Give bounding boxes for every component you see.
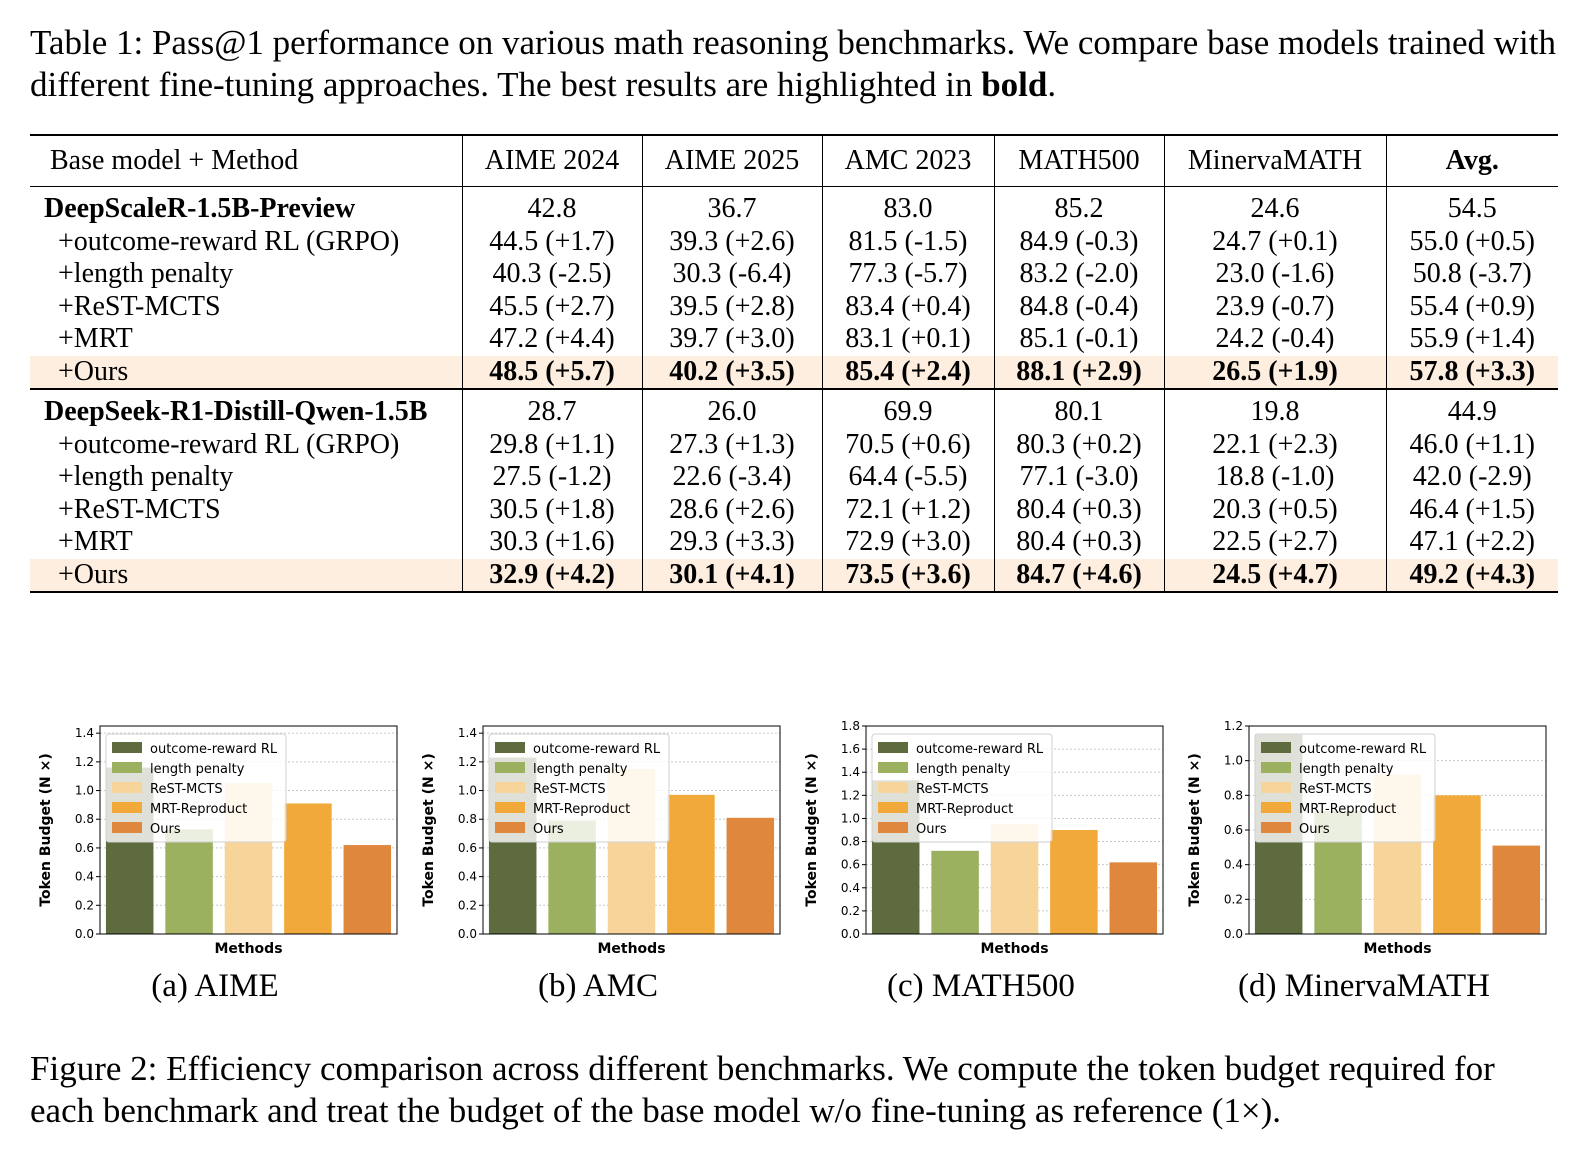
table-cell: 77.3 (-5.7) bbox=[822, 258, 994, 291]
legend-swatch bbox=[112, 742, 142, 753]
chart-svg bbox=[1179, 718, 1549, 963]
table-cell: 22.6 (-3.4) bbox=[642, 461, 822, 494]
table-cell: 24.7 (+0.1) bbox=[1164, 226, 1386, 259]
bar bbox=[931, 851, 979, 934]
y-tick-label: 1.2 bbox=[840, 788, 860, 803]
results-table bbox=[30, 134, 1558, 593]
y-tick-label: 1.8 bbox=[840, 719, 860, 733]
y-axis-label: Token Budget (N ×) bbox=[1187, 753, 1203, 907]
table-cell: 45.5 (+2.7) bbox=[462, 291, 642, 324]
table-cell: 26.0 bbox=[642, 389, 822, 429]
table-row bbox=[30, 323, 1558, 356]
table-header-row bbox=[30, 135, 1558, 187]
y-tick-label: 1.2 bbox=[457, 754, 477, 769]
y-tick-label: 0.0 bbox=[74, 927, 94, 941]
table-cell: 84.9 (-0.3) bbox=[994, 226, 1164, 259]
table-cell: 84.8 (-0.4) bbox=[994, 291, 1164, 324]
legend bbox=[489, 734, 669, 842]
x-axis-label: Methods bbox=[597, 941, 666, 957]
table-row bbox=[30, 526, 1558, 559]
legend-label: ReST-MCTS bbox=[1299, 782, 1372, 797]
legend-swatch bbox=[1261, 742, 1291, 753]
table-cell: 55.9 (+1.4) bbox=[1386, 323, 1558, 356]
table-cell: 49.2 (+4.3) bbox=[1386, 559, 1558, 593]
table-cell: 72.1 (+1.2) bbox=[822, 494, 994, 527]
y-tick-label: 1.4 bbox=[840, 765, 860, 780]
legend-swatch bbox=[878, 822, 908, 833]
legend-swatch bbox=[495, 782, 525, 793]
table-cell: 57.8 (+3.3) bbox=[1386, 356, 1558, 390]
method-name: +MRT bbox=[58, 526, 133, 558]
method-name: +ReST-MCTS bbox=[58, 290, 221, 322]
table-cell: 40.3 (-2.5) bbox=[462, 258, 642, 291]
bar bbox=[165, 829, 213, 934]
legend-label: outcome-reward RL bbox=[1299, 742, 1427, 757]
y-tick-label: 0.2 bbox=[840, 903, 860, 918]
legend-swatch bbox=[878, 762, 908, 773]
table-cell: 55.0 (+0.5) bbox=[1386, 226, 1558, 259]
y-tick-label: 0.4 bbox=[74, 869, 94, 884]
method-name: +outcome-reward RL (GRPO) bbox=[58, 225, 400, 257]
chart-subcaption: (c) MATH500 bbox=[887, 968, 1075, 1004]
table-cell: 47.1 (+2.2) bbox=[1386, 526, 1558, 559]
table-cell: 85.2 bbox=[994, 187, 1164, 226]
bar bbox=[344, 845, 392, 934]
y-tick-label: 1.0 bbox=[840, 811, 860, 826]
legend-swatch bbox=[878, 782, 908, 793]
legend-swatch bbox=[1261, 802, 1291, 813]
y-tick-label: 0.0 bbox=[457, 927, 477, 941]
table-cell: 54.5 bbox=[1386, 187, 1558, 226]
legend-label: length penalty bbox=[1299, 762, 1394, 777]
table-cell: 26.5 (+1.9) bbox=[1164, 356, 1386, 390]
table-cell: 83.1 (+0.1) bbox=[822, 323, 994, 356]
table-cell: 27.5 (-1.2) bbox=[462, 461, 642, 494]
y-tick-label: 0.2 bbox=[457, 898, 477, 913]
y-tick-label: 0.4 bbox=[457, 869, 477, 884]
method-name: +Ours bbox=[30, 559, 462, 593]
table-caption bbox=[30, 22, 1560, 106]
legend-label: outcome-reward RL bbox=[916, 742, 1044, 757]
legend-swatch bbox=[1261, 762, 1291, 773]
y-tick-label: 1.2 bbox=[74, 754, 94, 769]
table-cell: 39.3 (+2.6) bbox=[642, 226, 822, 259]
y-tick-label: 1.4 bbox=[457, 726, 477, 741]
table-cell: 18.8 (-1.0) bbox=[1164, 461, 1386, 494]
table-cell: 64.4 (-5.5) bbox=[822, 461, 994, 494]
table-cell: 22.5 (+2.7) bbox=[1164, 526, 1386, 559]
table-cell: 39.7 (+3.0) bbox=[642, 323, 822, 356]
legend-swatch bbox=[1261, 782, 1291, 793]
bar-chart bbox=[413, 718, 783, 963]
figure-caption: Figure 2: Efficiency comparison across different benchmarks. We compute the token budget required for each benchmark and treat the budget of the base model w/o fine-tuning as reference (1×). bbox=[30, 1049, 1495, 1130]
legend-swatch bbox=[495, 822, 525, 833]
table-cell: 23.0 (-1.6) bbox=[1164, 258, 1386, 291]
y-tick-label: 0.8 bbox=[1223, 788, 1243, 803]
table-row bbox=[30, 291, 1558, 324]
y-tick-label: 0.4 bbox=[1223, 857, 1243, 872]
table-cell: 42.8 bbox=[462, 187, 642, 226]
legend-label: MRT-Reproduct bbox=[916, 802, 1014, 817]
y-tick-label: 1.0 bbox=[74, 783, 94, 798]
legend-label: MRT-Reproduct bbox=[1299, 802, 1397, 817]
table-row bbox=[30, 258, 1558, 291]
table-caption-bold: bold bbox=[981, 65, 1048, 104]
chart-subcaption: (a) AIME bbox=[151, 968, 279, 1004]
y-axis-label: Token Budget (N ×) bbox=[421, 753, 437, 907]
table-cell: 46.4 (+1.5) bbox=[1386, 494, 1558, 527]
bar bbox=[1493, 846, 1541, 934]
y-tick-label: 0.0 bbox=[840, 927, 860, 941]
table-cell: 36.7 bbox=[642, 187, 822, 226]
legend-swatch bbox=[1261, 822, 1291, 833]
legend-label: length penalty bbox=[533, 762, 628, 777]
table-cell: 20.3 (+0.5) bbox=[1164, 494, 1386, 527]
y-tick-label: 0.8 bbox=[457, 812, 477, 827]
table-cell: 85.1 (-0.1) bbox=[994, 323, 1164, 356]
chart-subcaption: (b) AMC bbox=[537, 968, 659, 1004]
table-cell: 23.9 (-0.7) bbox=[1164, 291, 1386, 324]
table-row bbox=[30, 494, 1558, 527]
y-axis-label: Token Budget (N ×) bbox=[38, 753, 54, 907]
legend-swatch bbox=[878, 802, 908, 813]
y-tick-label: 1.0 bbox=[457, 783, 477, 798]
legend bbox=[872, 734, 1052, 842]
x-axis-label: Methods bbox=[214, 941, 283, 957]
method-name: +length penalty bbox=[58, 461, 234, 493]
legend-swatch bbox=[112, 822, 142, 833]
table-cell: 85.4 (+2.4) bbox=[822, 356, 994, 390]
chart-svg bbox=[30, 718, 400, 963]
legend-swatch bbox=[878, 742, 908, 753]
table-cell: 50.8 (-3.7) bbox=[1386, 258, 1558, 291]
table-cell: 22.1 (+2.3) bbox=[1164, 429, 1386, 462]
legend-swatch bbox=[495, 802, 525, 813]
table-cell: 80.4 (+0.3) bbox=[994, 526, 1164, 559]
table-row-base bbox=[30, 389, 1558, 429]
y-tick-label: 0.6 bbox=[1223, 823, 1243, 837]
header-minervamath: MinervaMATH bbox=[1164, 135, 1386, 187]
y-tick-label: 1.2 bbox=[1223, 719, 1243, 733]
method-name: +outcome-reward RL (GRPO) bbox=[58, 428, 400, 460]
legend-label: Ours bbox=[150, 822, 181, 837]
table-cell: 40.2 (+3.5) bbox=[642, 356, 822, 390]
y-tick-label: 0.6 bbox=[74, 840, 94, 855]
table-cell: 70.5 (+0.6) bbox=[822, 429, 994, 462]
y-tick-label: 0.4 bbox=[840, 880, 860, 895]
method-name: +length penalty bbox=[58, 258, 234, 290]
legend-label: Ours bbox=[916, 822, 947, 837]
legend-label: outcome-reward RL bbox=[150, 742, 278, 757]
legend-label: MRT-Reproduct bbox=[533, 802, 631, 817]
legend-swatch bbox=[112, 802, 142, 813]
method-name: +Ours bbox=[30, 356, 462, 390]
bar bbox=[727, 818, 775, 934]
table-cell: 32.9 (+4.2) bbox=[462, 559, 642, 593]
y-tick-label: 0.2 bbox=[74, 898, 94, 913]
table-group-deepseek bbox=[30, 389, 1558, 592]
bar-chart bbox=[796, 718, 1166, 963]
legend-label: Ours bbox=[1299, 822, 1330, 837]
legend-swatch bbox=[112, 762, 142, 773]
table-row bbox=[30, 356, 1558, 390]
bar bbox=[1110, 862, 1158, 934]
legend-label: Ours bbox=[533, 822, 564, 837]
bar bbox=[1433, 795, 1481, 934]
y-tick-label: 1.4 bbox=[74, 726, 94, 741]
legend-label: length penalty bbox=[916, 762, 1011, 777]
table-cell: 30.3 (-6.4) bbox=[642, 258, 822, 291]
table-cell: 80.3 (+0.2) bbox=[994, 429, 1164, 462]
bar bbox=[667, 795, 715, 934]
header-aime2025: AIME 2025 bbox=[642, 135, 822, 187]
table-row bbox=[30, 429, 1558, 462]
table-cell: 24.6 bbox=[1164, 187, 1386, 226]
table-row bbox=[30, 226, 1558, 259]
table-cell: 80.1 bbox=[994, 389, 1164, 429]
method-name: +ReST-MCTS bbox=[58, 493, 221, 525]
table-cell: 39.5 (+2.8) bbox=[642, 291, 822, 324]
y-tick-label: 0.2 bbox=[1223, 892, 1243, 907]
chart-svg bbox=[413, 718, 783, 963]
table-row-base bbox=[30, 187, 1558, 226]
bar bbox=[284, 803, 332, 934]
table-row bbox=[30, 461, 1558, 494]
table-row bbox=[30, 559, 1558, 593]
table-cell: 30.5 (+1.8) bbox=[462, 494, 642, 527]
header-aime2024: AIME 2024 bbox=[462, 135, 642, 187]
table-cell: 55.4 (+0.9) bbox=[1386, 291, 1558, 324]
table-cell: 48.5 (+5.7) bbox=[462, 356, 642, 390]
table-cell: 29.8 (+1.1) bbox=[462, 429, 642, 462]
legend-label: ReST-MCTS bbox=[533, 782, 606, 797]
table-cell: 69.9 bbox=[822, 389, 994, 429]
table-cell: 28.6 (+2.6) bbox=[642, 494, 822, 527]
legend-label: outcome-reward RL bbox=[533, 742, 661, 757]
table-cell: 77.1 (-3.0) bbox=[994, 461, 1164, 494]
table-cell: 28.7 bbox=[462, 389, 642, 429]
legend-swatch bbox=[112, 782, 142, 793]
table-cell: 30.1 (+4.1) bbox=[642, 559, 822, 593]
table-cell: 72.9 (+3.0) bbox=[822, 526, 994, 559]
header-math500: MATH500 bbox=[994, 135, 1164, 187]
base-model-name: DeepScaleR-1.5B-Preview bbox=[44, 193, 356, 225]
chart-svg bbox=[796, 718, 1166, 963]
table-cell: 44.5 (+1.7) bbox=[462, 226, 642, 259]
legend bbox=[1255, 734, 1435, 842]
table-cell: 46.0 (+1.1) bbox=[1386, 429, 1558, 462]
y-tick-label: 1.6 bbox=[840, 742, 860, 757]
table-cell: 83.0 bbox=[822, 187, 994, 226]
table-cell: 83.2 (-2.0) bbox=[994, 258, 1164, 291]
table-cell: 29.3 (+3.3) bbox=[642, 526, 822, 559]
bar-chart bbox=[30, 718, 400, 963]
method-name: +MRT bbox=[58, 323, 133, 355]
x-axis-label: Methods bbox=[1363, 941, 1432, 957]
table-cell: 44.9 bbox=[1386, 389, 1558, 429]
bar bbox=[1050, 830, 1098, 934]
chart-subcaption: (d) MinervaMATH bbox=[1237, 968, 1491, 1004]
table-cell: 47.2 (+4.4) bbox=[462, 323, 642, 356]
table-cell: 88.1 (+2.9) bbox=[994, 356, 1164, 390]
y-tick-label: 0.6 bbox=[457, 840, 477, 855]
table-cell: 19.8 bbox=[1164, 389, 1386, 429]
table-cell: 42.0 (-2.9) bbox=[1386, 461, 1558, 494]
table-cell: 84.7 (+4.6) bbox=[994, 559, 1164, 593]
table-cell: 30.3 (+1.6) bbox=[462, 526, 642, 559]
x-axis-label: Methods bbox=[980, 941, 1049, 957]
y-axis-label: Token Budget (N ×) bbox=[804, 753, 820, 907]
table-cell: 81.5 (-1.5) bbox=[822, 226, 994, 259]
y-tick-label: 1.0 bbox=[1223, 753, 1243, 768]
legend-swatch bbox=[495, 762, 525, 773]
base-model-name: DeepSeek-R1-Distill-Qwen-1.5B bbox=[44, 396, 428, 428]
table-caption-suffix: . bbox=[1047, 65, 1057, 104]
legend-label: length penalty bbox=[150, 762, 245, 777]
table-caption-text: Table 1: Pass@1 performance on various math reasoning benchmarks. We compare base models trained with different fine-tuning approaches. The best results are highlighted in bbox=[30, 23, 1557, 104]
table-cell: 73.5 (+3.6) bbox=[822, 559, 994, 593]
legend-label: MRT-Reproduct bbox=[150, 802, 248, 817]
y-tick-label: 0.0 bbox=[1223, 927, 1243, 941]
y-tick-label: 0.8 bbox=[840, 834, 860, 849]
legend-swatch bbox=[495, 742, 525, 753]
table-group-deepscaler bbox=[30, 187, 1558, 390]
table-cell: 27.3 (+1.3) bbox=[642, 429, 822, 462]
header-method: Base model + Method bbox=[30, 135, 462, 187]
table-cell: 24.5 (+4.7) bbox=[1164, 559, 1386, 593]
bar-chart bbox=[1179, 718, 1549, 963]
header-avg: Avg. bbox=[1386, 135, 1558, 187]
table-cell: 24.2 (-0.4) bbox=[1164, 323, 1386, 356]
y-tick-label: 0.8 bbox=[74, 812, 94, 827]
table-cell: 83.4 (+0.4) bbox=[822, 291, 994, 324]
legend bbox=[106, 734, 286, 842]
y-tick-label: 0.6 bbox=[840, 857, 860, 872]
legend-label: ReST-MCTS bbox=[150, 782, 223, 797]
header-amc2023: AMC 2023 bbox=[822, 135, 994, 187]
table-cell: 80.4 (+0.3) bbox=[994, 494, 1164, 527]
legend-label: ReST-MCTS bbox=[916, 782, 989, 797]
